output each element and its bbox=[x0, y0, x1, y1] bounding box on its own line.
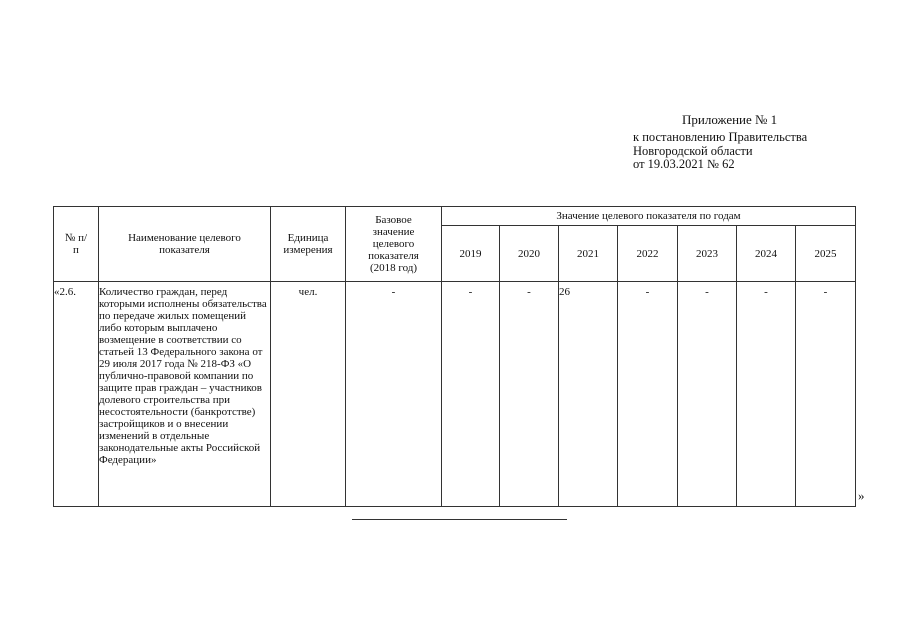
row-unit: чел. bbox=[271, 282, 346, 507]
header-name: Наименование целевого показателя bbox=[99, 207, 271, 282]
appendix-title: Приложение № 1 bbox=[682, 112, 778, 127]
header-year-2025: 2025 bbox=[796, 226, 856, 282]
appendix-reference bbox=[633, 131, 807, 172]
header-year-2019: 2019 bbox=[442, 226, 500, 282]
header-year-2023: 2023 bbox=[678, 226, 737, 282]
row-value-2023: - bbox=[678, 282, 737, 507]
table-row bbox=[54, 282, 856, 507]
row-value-2021: 26 bbox=[559, 282, 618, 507]
appendix-line-2: Новгородской области bbox=[633, 143, 753, 158]
row-value-2020: - bbox=[500, 282, 559, 507]
closing-quote: » bbox=[858, 488, 865, 503]
header-years-group: Значение целевого показателя по годам bbox=[442, 207, 856, 226]
appendix-line-1: к постановлению Правительства bbox=[633, 130, 808, 144]
row-num: «2.6. bbox=[54, 282, 99, 507]
row-value-2024: - bbox=[737, 282, 796, 507]
row-value-2025: - bbox=[796, 282, 856, 507]
appendix-line-3: от 19.03.2021 № 62 bbox=[633, 157, 735, 171]
divider-line bbox=[352, 519, 567, 520]
header-unit: Единица измерения bbox=[271, 207, 346, 282]
indicator-table bbox=[53, 206, 856, 507]
header-row-1 bbox=[54, 207, 856, 226]
header-year-2022: 2022 bbox=[618, 226, 678, 282]
header-num: № п/п bbox=[54, 207, 99, 282]
header-year-2020: 2020 bbox=[500, 226, 559, 282]
row-base-value: - bbox=[346, 282, 442, 507]
header-year-2021: 2021 bbox=[559, 226, 618, 282]
row-value-2019: - bbox=[442, 282, 500, 507]
header-year-2024: 2024 bbox=[737, 226, 796, 282]
row-name: Количество граждан, перед которыми исполнены обязательства по передаче жилых помещений либо которым выплачено возмещение в соответствии со статьей 13 Федерального закона от 29 июля 2017 года № 218-ФЗ «О публично-правовой компании по защите прав граждан – участников долевого строительства при несостоятельности (банкротстве) застройщиков и о внесении изменений в отдельные законодательные акты Российской Федерации» bbox=[99, 282, 271, 507]
header-base: Базовое значение целевого показателя (2018 год) bbox=[346, 207, 442, 282]
row-value-2022: - bbox=[618, 282, 678, 507]
